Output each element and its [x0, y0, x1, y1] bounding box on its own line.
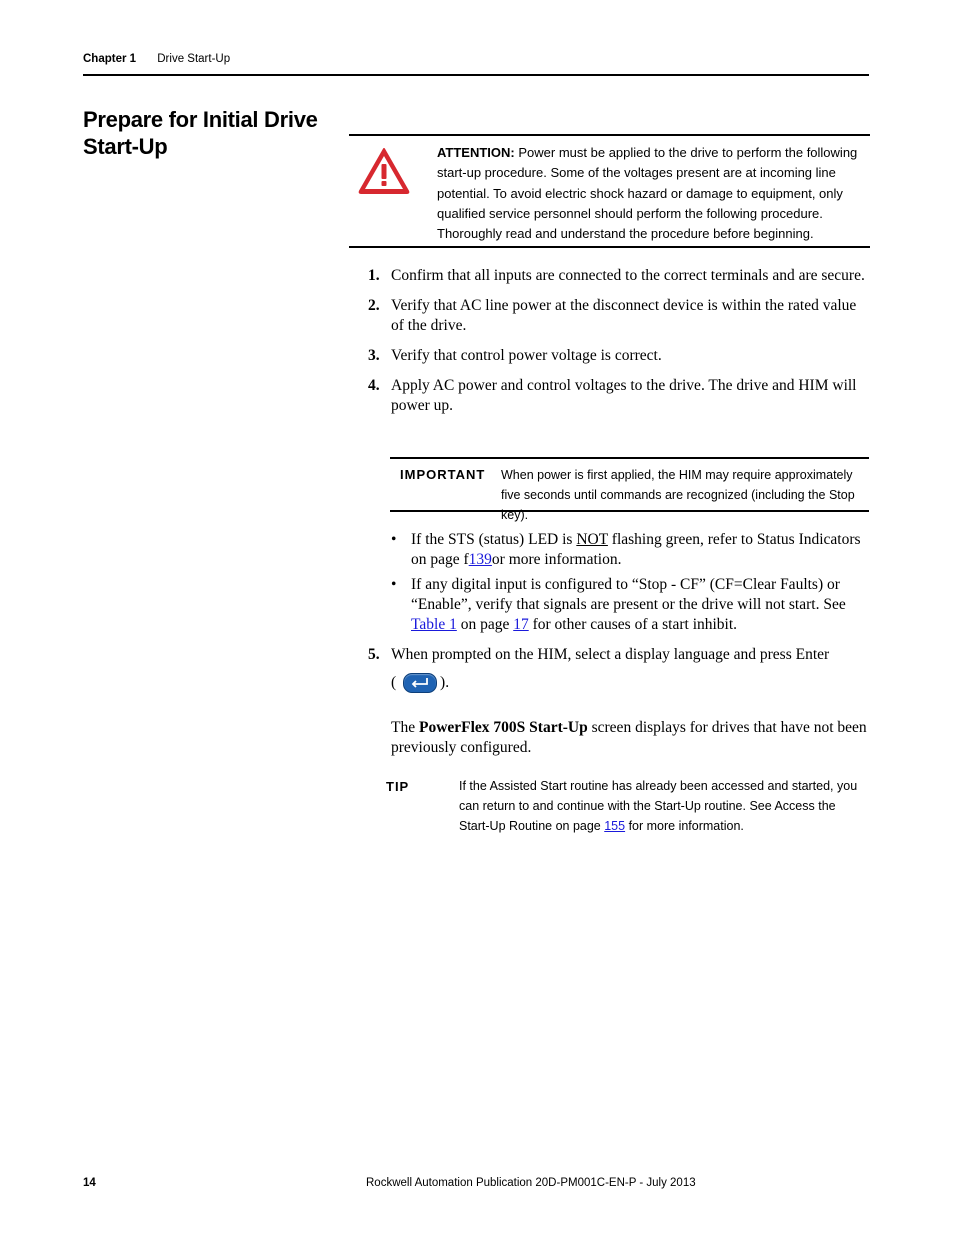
bullet-text: If any digital input is configured to “Stop - CF” (CF=Clear Faults) or “Enable”, verify that signals are present or the drive will not start. See	[411, 576, 846, 613]
start-up-paragraph	[391, 718, 869, 758]
bullet-text: flashing green, refer to Status Indicators on page f	[411, 531, 861, 568]
section-title: Prepare for Initial Drive Start-Up	[83, 107, 318, 159]
step-5	[368, 645, 870, 693]
bullet-item	[390, 530, 868, 570]
table-1-link[interactable]: Table 1	[411, 616, 457, 633]
important-label: IMPORTANT	[400, 467, 486, 482]
tip-body: for more information.	[625, 819, 744, 833]
publication-info: Rockwell Automation Publication 20D-PM001C-EN-P - July 2013	[366, 1177, 696, 1189]
bullet-item	[390, 575, 868, 635]
chapter-label: Chapter 1	[83, 53, 137, 65]
not-emphasis: NOT	[576, 531, 608, 548]
running-header	[83, 53, 230, 65]
page-link-139[interactable]: 139	[468, 551, 492, 568]
page-link-155[interactable]: 155	[604, 819, 626, 833]
bullet-text: If the STS (status) LED is	[411, 531, 577, 548]
bullet-dot: •	[391, 576, 397, 593]
close-paren: ).	[440, 674, 450, 691]
bullet-text: or more information.	[491, 551, 622, 568]
step-item	[368, 376, 870, 416]
step-number: 5.	[368, 646, 380, 663]
step-item	[368, 645, 870, 693]
enter-key-line	[391, 673, 870, 693]
attention-label: ATTENTION:	[437, 145, 515, 160]
page-number: 14	[83, 1177, 96, 1189]
para-text: screen displays for drives that have not been previously configured.	[391, 719, 867, 756]
attention-body: Power must be applied to the drive to perform the following start-up procedure. Some of the voltages present are at incoming line potential. To avoid electric shock hazard or damage to equipment, only qualified service personnel should perform the following procedure. Thoroughly read and understand the procedure before beginning.	[437, 145, 858, 242]
header-rule	[83, 74, 869, 76]
page-link-17[interactable]: 17	[513, 616, 529, 633]
warning-triangle-icon	[357, 146, 411, 196]
important-text: When power is first applied, the HIM may require approximately five seconds until commands are recognized (including the Stop key).	[501, 468, 855, 522]
para-bold: PowerFlex 700S Start-Up	[418, 719, 588, 736]
important-box	[390, 457, 869, 522]
para-text: The	[391, 719, 419, 736]
step-number: 1.	[368, 267, 380, 284]
step-item	[368, 296, 870, 336]
step-item	[368, 346, 870, 366]
step-number: 4.	[368, 377, 380, 394]
step-text: Verify that AC line power at the disconnect device is within the rated value of the drive.	[391, 297, 857, 334]
tip-text	[459, 776, 859, 836]
step-text: Confirm that all inputs are connected to the correct terminals and are secure.	[391, 267, 865, 284]
tip-label: TIP	[386, 779, 410, 794]
open-paren: (	[391, 674, 397, 691]
attention-text	[437, 143, 862, 244]
bullet-text: on page	[456, 616, 514, 633]
steps-list	[368, 266, 870, 426]
chapter-title: Drive Start-Up	[157, 53, 231, 65]
bullet-dot: •	[391, 531, 397, 548]
enter-key-icon	[403, 673, 437, 693]
step-text: Verify that control power voltage is correct.	[391, 347, 662, 364]
bullet-list	[390, 530, 868, 640]
step-text: When prompted on the HIM, select a display language and press Enter	[391, 646, 830, 663]
bullet-text: for other causes of a start inhibit.	[528, 616, 738, 633]
tip-body: If the Assisted Start routine has already been accessed and started, you can return to and continue with the Start-Up routine. See Access the Start-Up Routine on page	[459, 779, 858, 833]
step-text: Apply AC power and control voltages to the drive. The drive and HIM will power up.	[391, 377, 857, 414]
step-number: 2.	[368, 297, 380, 314]
step-item	[368, 266, 870, 286]
attention-box	[349, 134, 870, 248]
step-number: 3.	[368, 347, 380, 364]
